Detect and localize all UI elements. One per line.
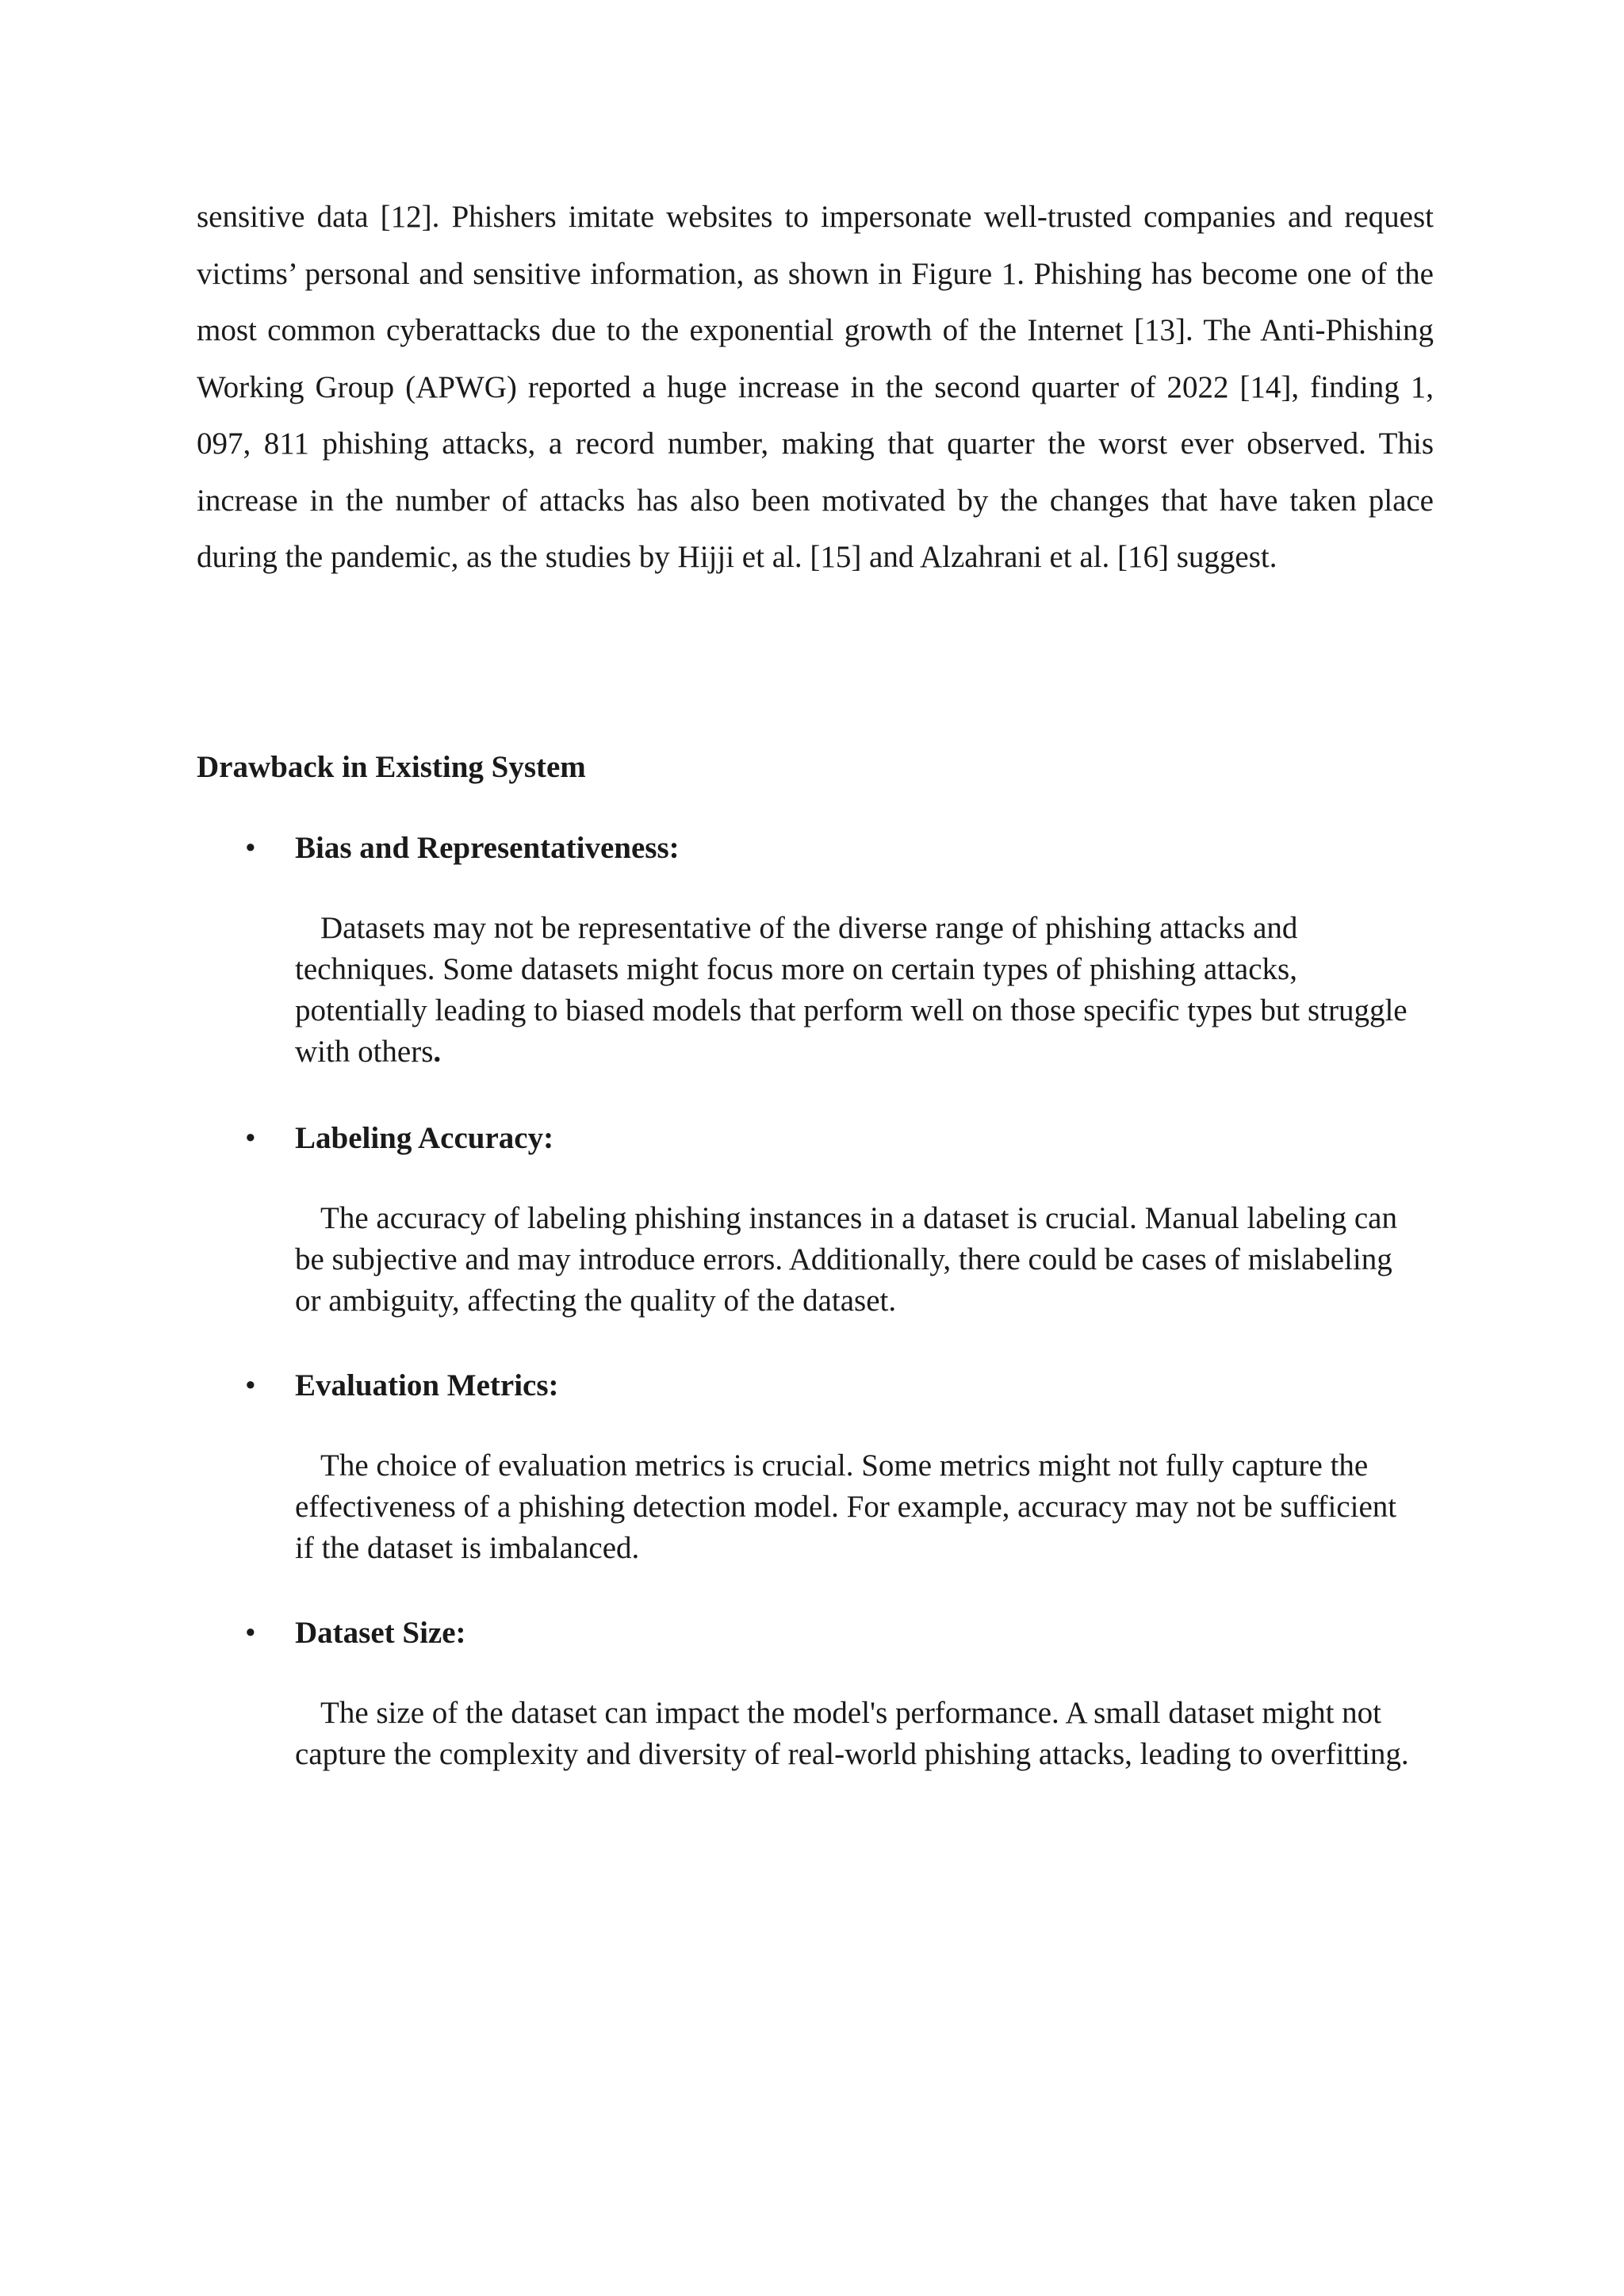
bullet-body: The size of the dataset can impact the model's performance. A small dataset might not capture the complexity and diversity of real-world phishing attacks, leading to overfitting.: [295, 1696, 1409, 1771]
bullet-heading: Evaluation Metrics:: [295, 1368, 559, 1402]
bullet-icon: •: [245, 1121, 256, 1155]
bullet-heading: Dataset Size:: [295, 1616, 466, 1650]
bullet-body: The accuracy of labeling phishing instances in a dataset is crucial. Manual labeling can be subjective and may introduce errors. Additionally, there could be cases of mislabeling or ambiguity, affecting the quality of the dataset.: [295, 1201, 1397, 1318]
bullet-body: The choice of evaluation metrics is crucial. Some metrics might not fully capture the effectiveness of a phishing detection model. For example, accuracy may not be sufficient if the dataset is imbalanced.: [295, 1448, 1397, 1565]
bullet-icon: •: [245, 831, 256, 865]
bullet-heading: Bias and Representativeness:: [295, 831, 680, 865]
section-heading: Drawback in Existing System: [197, 750, 586, 784]
bullet-body-end: .: [433, 1035, 442, 1069]
bullet-icon: •: [245, 1616, 256, 1650]
bullet-heading: Labeling Accuracy:: [295, 1121, 554, 1155]
bullet-icon: •: [245, 1368, 256, 1402]
bullet-body-text: Datasets may not be representative of the diverse range of phishing attacks and techniques. Some datasets might focus more on certain types of phishing attacks, potentially leading to biased models that perform well on those specific types but struggle with others: [295, 911, 1408, 1069]
intro-paragraph: sensitive data [12]. Phishers imitate websites to impersonate well-trusted companies and request victims’ personal and sensitive information, as shown in Figure 1. Phishing has become one of the most common cyberattacks due to the exponential growth of the Internet [13]. The Anti-Phishing Working Group (APWG) reported a huge increase in the second quarter of 2022 [14], finding 1, 097, 811 phishing attacks, a record number, making that quarter the worst ever observed. This increase in the number of attacks has also been motivated by the changes that have taken place during the pandemic, as the studies by Hijji et al. [15] and Alzahrani et al. [16] suggest.: [197, 200, 1434, 574]
bullet-body: [295, 908, 1421, 1073]
